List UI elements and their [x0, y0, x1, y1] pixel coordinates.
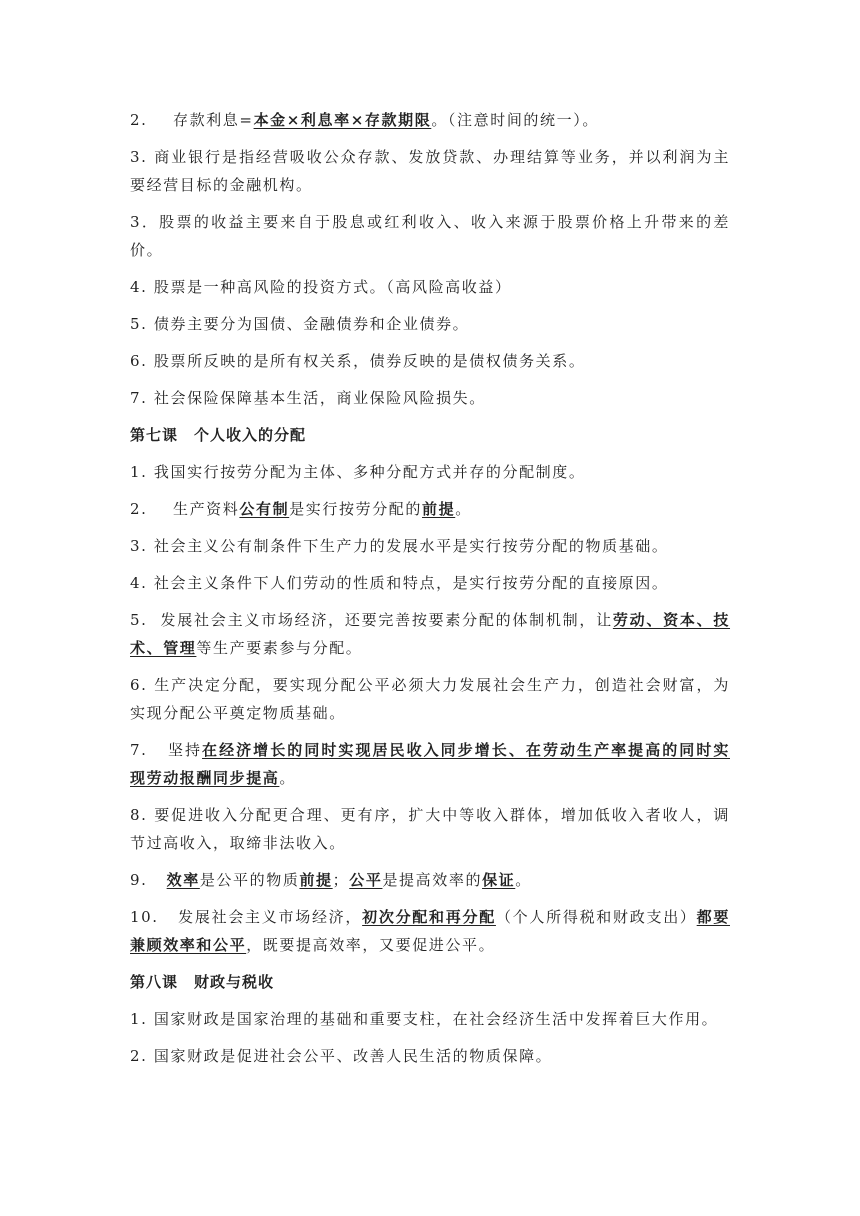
text-run: 9.	[130, 871, 167, 889]
text-run: 3. 商业银行是指经营吸收公众存款、发放贷款、办理结算等业务，并以利润为主要经营目标的金融机构。	[130, 148, 730, 194]
paragraph	[130, 384, 730, 412]
text-run: 7. 坚持	[130, 741, 203, 759]
text-run: 等生产要素参与分配。	[196, 639, 363, 657]
text-run: 1. 国家财政是国家治理的基础和重要支柱，在社会经济生活中发挥着巨大作用。	[130, 1010, 719, 1028]
paragraph	[130, 903, 730, 959]
emphasized-text: 都要兼顾效率和公平	[130, 908, 730, 954]
text-run: ，既要提高效率，又要促进公平。	[246, 936, 496, 954]
text-run: 。（注意时间的统一）。	[431, 111, 599, 129]
paragraph	[130, 532, 730, 560]
paragraph	[130, 569, 730, 597]
text-run: 第七课 个人收入的分配	[130, 426, 307, 444]
emphasized-text: 公有制	[239, 500, 290, 518]
paragraph	[130, 1042, 730, 1070]
paragraph	[130, 801, 730, 857]
text-run: 2. 国家财政是促进社会公平、改善人民生活的物质保障。	[130, 1047, 553, 1065]
text-run: 。	[515, 871, 532, 889]
text-run: （个人所得税和财政支出）	[495, 908, 697, 926]
text-run: 第八课 财政与税收	[130, 973, 275, 991]
emphasized-text: 劳动、资本、技术、管理	[130, 611, 731, 657]
text-run: 6. 生产决定分配，要实现分配公平必须大力发展社会生产力，创造社会财富，为实现分配公平奠定物质基础。	[130, 676, 730, 722]
paragraph	[130, 458, 730, 486]
text-run: 是公平的物质	[199, 871, 300, 889]
paragraph	[130, 495, 730, 523]
text-run: 是实行按劳分配的	[289, 500, 423, 518]
text-run: 。	[455, 500, 472, 518]
text-run: 3. 社会主义公有制条件下生产力的发展水平是实行按劳分配的物质基础。	[130, 537, 669, 555]
paragraph	[130, 347, 730, 375]
emphasized-text: 保证	[482, 871, 516, 889]
section-heading	[130, 968, 730, 996]
text-run: 7. 社会保险保障基本生活，商业保险风险损失。	[130, 389, 486, 407]
emphasized-text: 在经济增长的同时实现居民收入同步增长、在劳动生产率提高的同时实现劳动报酬同步提高	[130, 741, 730, 787]
paragraph	[130, 671, 730, 727]
paragraph	[130, 736, 730, 792]
text-run: 5. 发展社会主义市场经济，还要完善按要素分配的体制机制，让	[130, 611, 613, 629]
text-run: ；	[332, 871, 350, 889]
text-run: 8. 要促进收入分配更合理、更有序，扩大中等收入群体，增加低收入者收人，调节过高收入，取缔非法收入。	[130, 806, 730, 852]
text-run: 2. 生产资料	[130, 500, 240, 518]
text-run: 1. 我国实行按劳分配为主体、多种分配方式并存的分配制度。	[130, 463, 586, 481]
text-run: 6. 股票所反映的是所有权关系，债券反映的是债权债务关系。	[130, 352, 586, 370]
emphasized-text: 公平	[349, 871, 383, 889]
paragraph	[130, 310, 730, 338]
emphasized-text: 本金×利息率×存款期限	[253, 111, 432, 129]
emphasized-text: 前提	[422, 500, 456, 518]
text-run: 4. 股票是一种高风险的投资方式。（高风险高收益）	[130, 278, 512, 296]
text-run: 。	[279, 769, 297, 787]
section-heading	[130, 421, 730, 449]
emphasized-text: 前提	[299, 871, 333, 889]
paragraph	[130, 866, 730, 894]
paragraph	[130, 143, 730, 199]
paragraph	[130, 273, 730, 301]
paragraph	[130, 106, 730, 134]
document-body	[130, 106, 730, 1070]
text-run: 是提高效率的	[382, 871, 483, 889]
text-run: 3．股票的收益主要来自于股息或红利收入、收入来源于股票价格上升带来的差价。	[130, 213, 730, 259]
emphasized-text: 效率	[166, 871, 200, 889]
text-run: 5. 债券主要分为国债、金融债券和企业债券。	[130, 315, 470, 333]
paragraph	[130, 606, 730, 662]
text-run: 2. 存款利息=	[130, 111, 254, 129]
paragraph	[130, 208, 730, 264]
text-run: 4. 社会主义条件下人们劳动的性质和特点，是实行按劳分配的直接原因。	[130, 574, 669, 592]
emphasized-text: 初次分配和再分配	[362, 908, 496, 926]
paragraph	[130, 1005, 730, 1033]
text-run: 10. 发展社会主义市场经济，	[130, 908, 363, 926]
